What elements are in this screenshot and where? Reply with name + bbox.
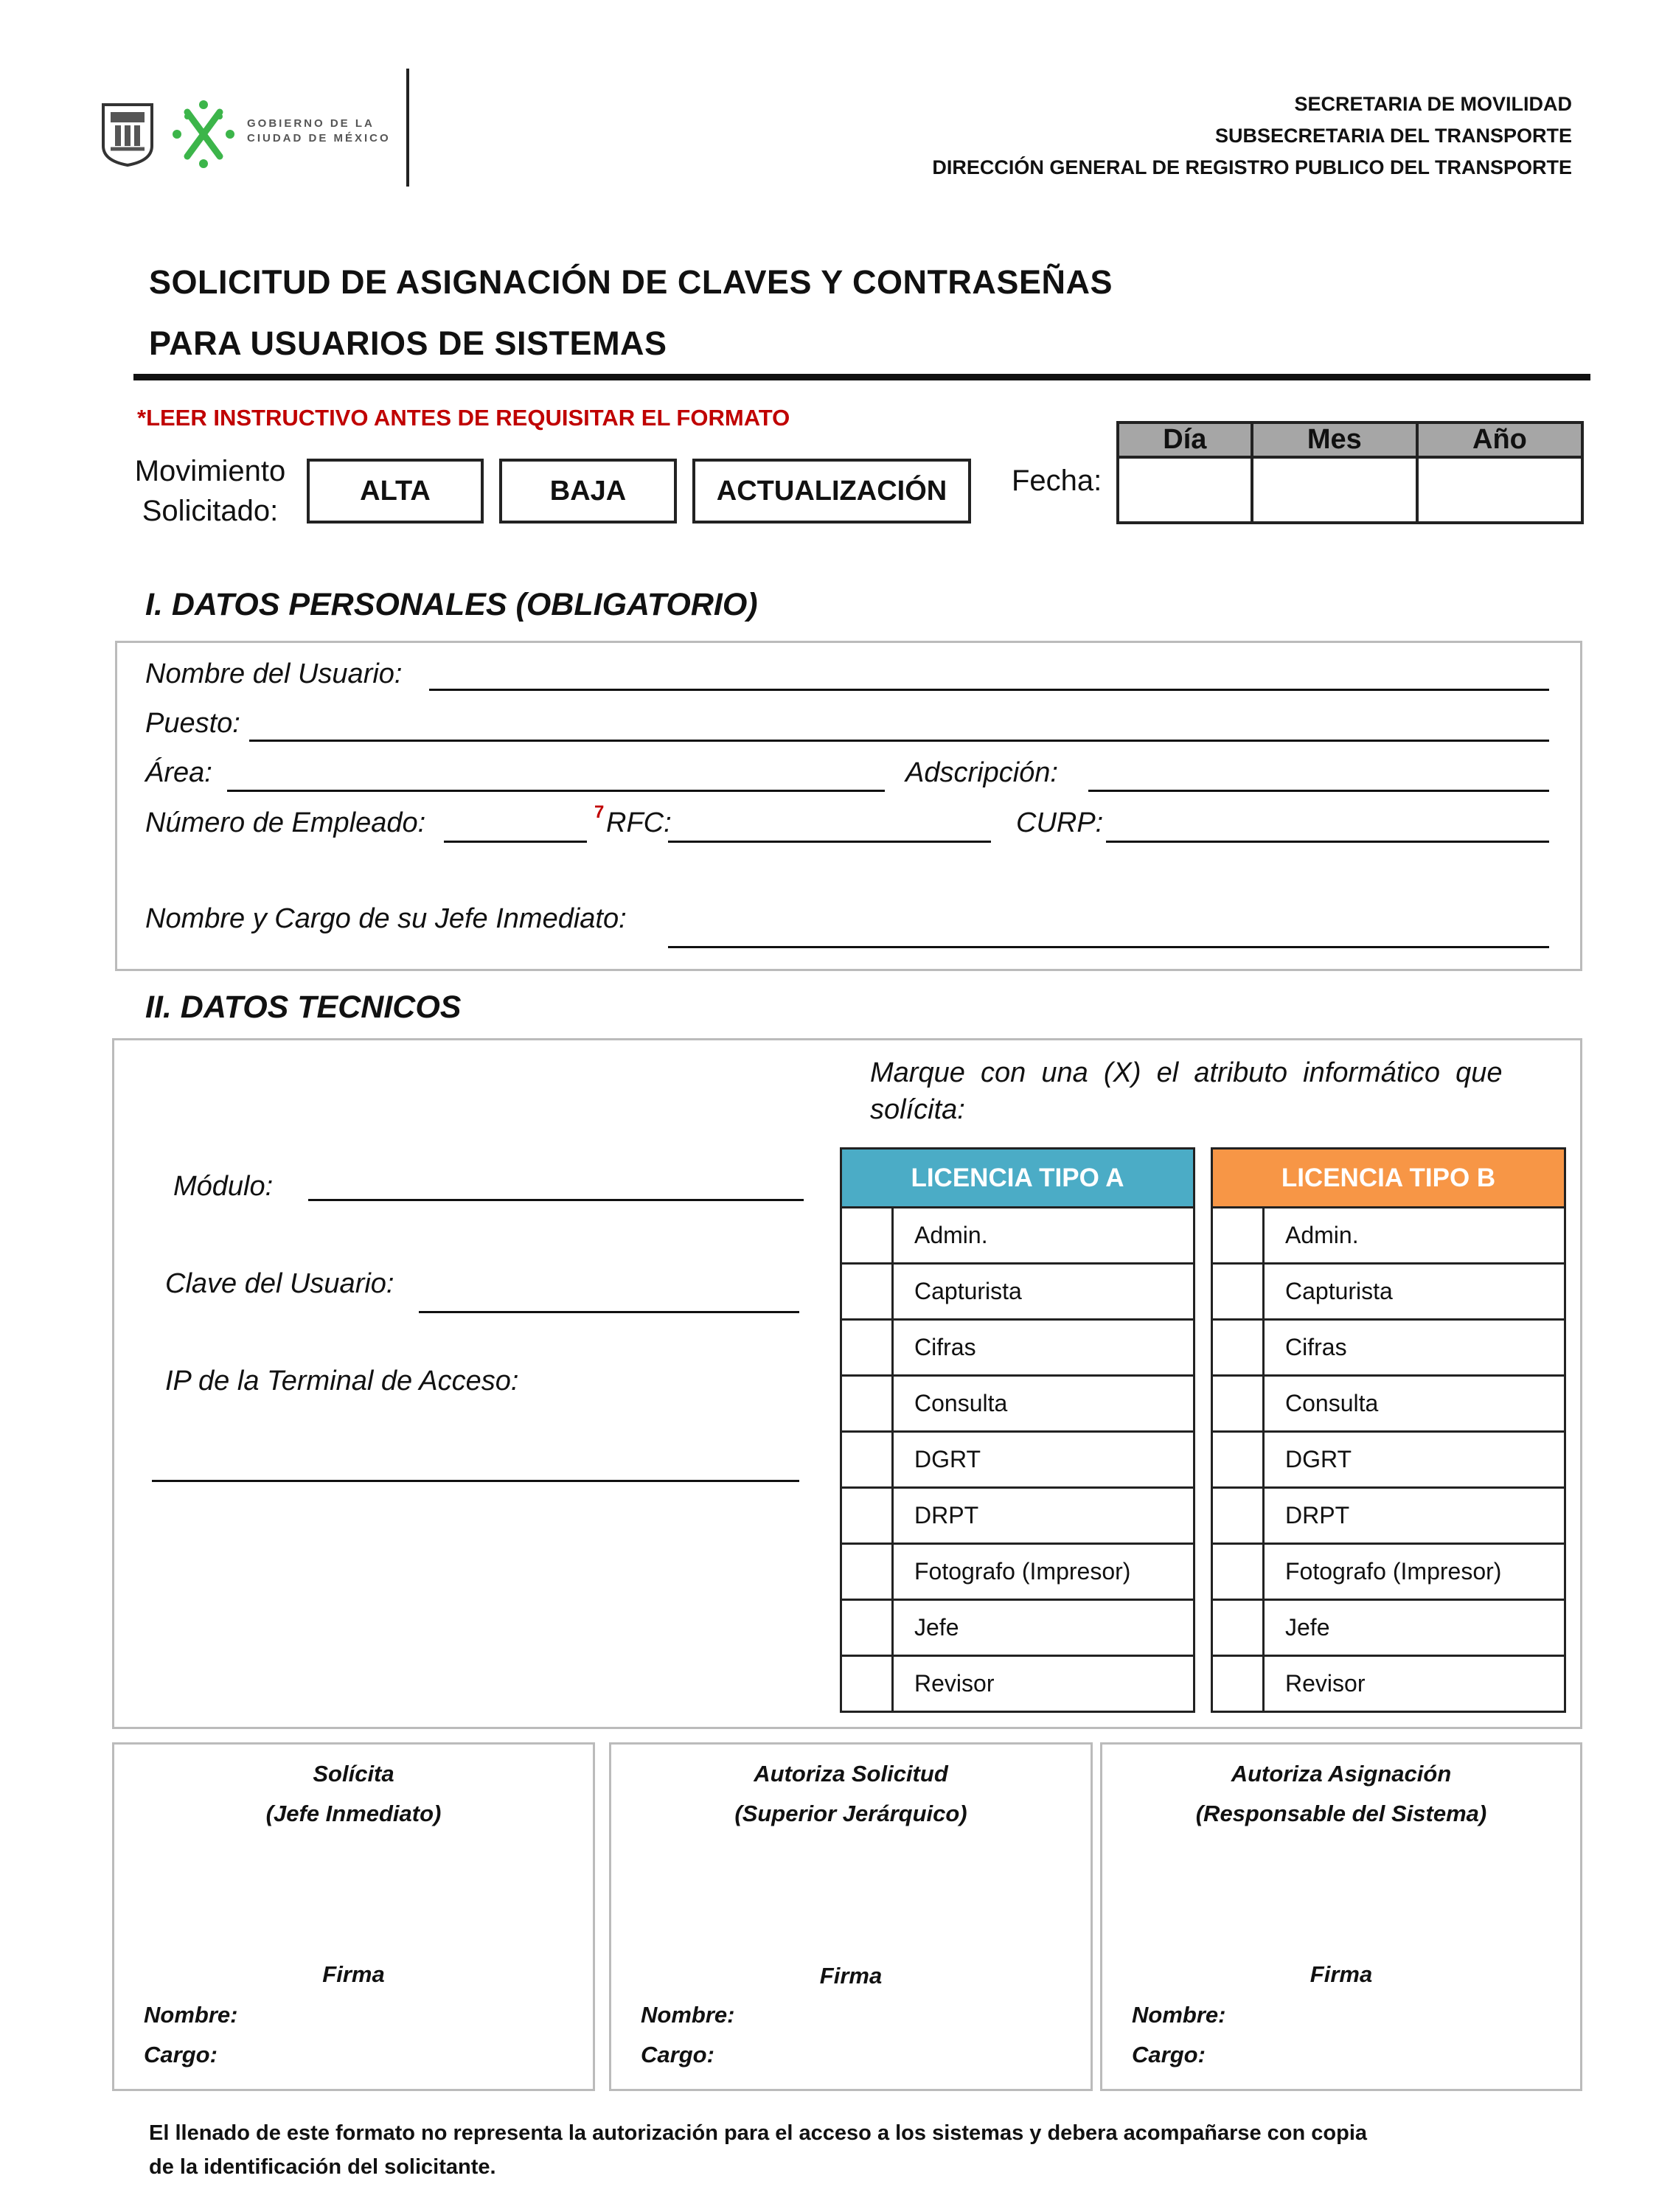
license-b-item: DGRT [1264, 1432, 1565, 1488]
curp-label: CURP: [1016, 807, 1104, 838]
license-b-checkbox[interactable] [1212, 1432, 1264, 1488]
license-a-checkbox[interactable] [841, 1376, 893, 1432]
table-row [1212, 1320, 1565, 1376]
day-header: Día [1118, 422, 1252, 457]
page-title-line1: SOLICITUD DE ASIGNACIÓN DE CLAVES Y CONTRASEÑAS [149, 263, 1113, 301]
movement-label-line2: Solicitado: [142, 495, 279, 527]
license-a-item: Consulta [893, 1376, 1194, 1432]
page-title-line2: PARA USUARIOS DE SISTEMAS [149, 324, 667, 362]
signature-firma: Firma [322, 1961, 385, 1987]
footer-note [149, 2116, 1594, 2184]
license-instruction-line1: Marque con una (X) el atributo informático que [870, 1057, 1503, 1088]
movement-label [125, 451, 295, 531]
license-b-title: LICENCIA TIPO B [1212, 1149, 1565, 1208]
movement-label-line1: Movimiento [134, 455, 286, 487]
license-a-item: Cifras [893, 1320, 1194, 1376]
signature-box-autoriza-solicitud [609, 1742, 1093, 2091]
nombre-label: Nombre del Usuario: [145, 658, 403, 689]
nombre-field[interactable] [429, 689, 1549, 691]
signature-cargo: Cargo: [1132, 2042, 1206, 2067]
logo-text-line2: CIUDAD DE MÉXICO [247, 132, 391, 145]
license-a-item: Revisor [893, 1656, 1194, 1712]
area-label: Área: [145, 757, 212, 788]
numero-empleado-field[interactable] [444, 841, 587, 843]
month-header: Mes [1252, 422, 1417, 457]
license-a-checkbox[interactable] [841, 1264, 893, 1320]
logo-text [247, 116, 391, 146]
license-b-item: DRPT [1264, 1488, 1565, 1544]
header-divider [406, 69, 409, 187]
license-a-checkbox[interactable] [841, 1320, 893, 1376]
signature-box-solicita [112, 1742, 595, 2091]
signature-cargo: Cargo: [144, 2042, 218, 2067]
license-a-item: DGRT [893, 1432, 1194, 1488]
license-instruction-line2: solícita: [870, 1094, 965, 1125]
license-a-item: Fotografo (Impresor) [893, 1544, 1194, 1600]
license-b-checkbox[interactable] [1212, 1600, 1264, 1656]
clave-field[interactable] [419, 1311, 799, 1313]
license-b-table [1211, 1147, 1566, 1713]
clave-label: Clave del Usuario: [165, 1268, 394, 1299]
table-row [841, 1208, 1194, 1264]
license-instruction [870, 1054, 1534, 1128]
license-b-item: Cifras [1264, 1320, 1565, 1376]
license-a-item: DRPT [893, 1488, 1194, 1544]
date-label: Fecha: [1012, 465, 1102, 497]
license-b-checkbox[interactable] [1212, 1264, 1264, 1320]
table-row [1212, 1376, 1565, 1432]
footer-line1: El llenado de este formato no representa la autorización para el acceso a los sistemas y debera acompañarse con copia [149, 2121, 1368, 2145]
table-row [1212, 1600, 1565, 1656]
license-b-item: Jefe [1264, 1600, 1565, 1656]
license-b-item: Fotografo (Impresor) [1264, 1544, 1565, 1600]
footer-line2: de la identificación del solicitante. [149, 2155, 496, 2179]
license-a-checkbox[interactable] [841, 1544, 893, 1600]
date-table [1116, 421, 1584, 524]
curp-field[interactable] [1106, 841, 1549, 843]
year-input[interactable] [1417, 457, 1582, 523]
adscripcion-label: Adscripción: [905, 757, 1058, 788]
year-header: Año [1417, 422, 1582, 457]
signature-box-autoriza-asignacion [1100, 1742, 1582, 2091]
license-a-item: Admin. [893, 1208, 1194, 1264]
table-row [841, 1264, 1194, 1320]
license-a-item: Capturista [893, 1264, 1194, 1320]
license-b-checkbox[interactable] [1212, 1320, 1264, 1376]
license-b-checkbox[interactable] [1212, 1544, 1264, 1600]
license-b-item: Capturista [1264, 1264, 1565, 1320]
jefe-label: Nombre y Cargo de su Jefe Inmediato: [145, 903, 627, 934]
modulo-field[interactable] [308, 1199, 804, 1201]
license-a-checkbox[interactable] [841, 1488, 893, 1544]
table-row [841, 1656, 1194, 1712]
organization-header [932, 88, 1572, 184]
rfc-field[interactable] [668, 841, 991, 843]
coat-of-arms-logo [100, 102, 155, 167]
license-a-item: Jefe [893, 1600, 1194, 1656]
table-row [841, 1544, 1194, 1600]
jefe-field[interactable] [668, 946, 1549, 948]
table-row [841, 1432, 1194, 1488]
license-a-checkbox[interactable] [841, 1656, 893, 1712]
logo-text-line1: GOBIERNO DE LA [247, 117, 375, 130]
alta-option[interactable]: ALTA [307, 459, 484, 524]
signature-firma: Firma [1310, 1961, 1373, 1987]
signature-cargo: Cargo: [641, 2042, 714, 2067]
signature-heading: Solícita [313, 1761, 394, 1787]
signature-subheading: (Jefe Inmediato) [265, 1801, 442, 1826]
license-a-table [840, 1147, 1195, 1713]
table-row [1212, 1208, 1565, 1264]
license-a-checkbox[interactable] [841, 1208, 893, 1264]
actualizacion-option[interactable]: ACTUALIZACIÓN [692, 459, 971, 524]
org-line1: SECRETARIA DE MOVILIDAD [1294, 93, 1572, 115]
baja-option[interactable]: BAJA [499, 459, 677, 524]
section-personal-data-title: I. DATOS PERSONALES (OBLIGATORIO) [145, 587, 758, 622]
license-b-checkbox[interactable] [1212, 1376, 1264, 1432]
table-row [1212, 1544, 1565, 1600]
modulo-label: Módulo: [173, 1171, 274, 1202]
ip-label: IP de la Terminal de Acceso: [165, 1366, 519, 1397]
puesto-field[interactable] [249, 740, 1549, 742]
license-b-checkbox[interactable] [1212, 1488, 1264, 1544]
table-row [841, 1600, 1194, 1656]
license-a-checkbox[interactable] [841, 1600, 893, 1656]
signature-nombre: Nombre: [1132, 2002, 1226, 2028]
area-field[interactable] [227, 790, 885, 792]
table-row [841, 1488, 1194, 1544]
signature-subheading: (Superior Jerárquico) [734, 1801, 967, 1826]
instruction-note: *LEER INSTRUCTIVO ANTES DE REQUISITAR EL FORMATO [137, 405, 790, 431]
cdmx-logo-icon [171, 99, 236, 170]
org-line2: SUBSECRETARIA DEL TRANSPORTE [1214, 125, 1572, 147]
table-row [841, 1320, 1194, 1376]
title-rule [133, 374, 1590, 380]
rfc-footnote-mark: 7 [594, 802, 605, 822]
rfc-label: RFC: [606, 807, 672, 838]
signature-heading: Autoriza Solicitud [754, 1761, 948, 1787]
table-row [1212, 1656, 1565, 1712]
license-b-checkbox[interactable] [1212, 1208, 1264, 1264]
license-b-item: Consulta [1264, 1376, 1565, 1432]
license-b-checkbox[interactable] [1212, 1656, 1264, 1712]
table-row [1212, 1432, 1565, 1488]
table-row [1212, 1488, 1565, 1544]
license-a-title: LICENCIA TIPO A [841, 1149, 1194, 1208]
ip-field[interactable] [152, 1480, 799, 1482]
signature-nombre: Nombre: [641, 2002, 735, 2028]
month-input[interactable] [1252, 457, 1417, 523]
adscripcion-field[interactable] [1088, 790, 1549, 792]
org-line3: DIRECCIÓN GENERAL DE REGISTRO PUBLICO DEL TRANSPORTE [932, 156, 1572, 178]
signature-firma: Firma [819, 1963, 883, 1989]
license-b-item: Revisor [1264, 1656, 1565, 1712]
signature-heading: Autoriza Asignación [1231, 1761, 1452, 1787]
signature-nombre: Nombre: [144, 2002, 238, 2028]
puesto-label: Puesto: [145, 708, 240, 739]
table-row [1212, 1264, 1565, 1320]
day-input[interactable] [1118, 457, 1252, 523]
signature-subheading: (Responsable del Sistema) [1195, 1801, 1487, 1826]
numero-empleado-label: Número de Empleado: [145, 807, 426, 838]
license-a-checkbox[interactable] [841, 1432, 893, 1488]
section-technical-data-title: II. DATOS TECNICOS [145, 990, 462, 1025]
table-row [841, 1376, 1194, 1432]
license-b-item: Admin. [1264, 1208, 1565, 1264]
